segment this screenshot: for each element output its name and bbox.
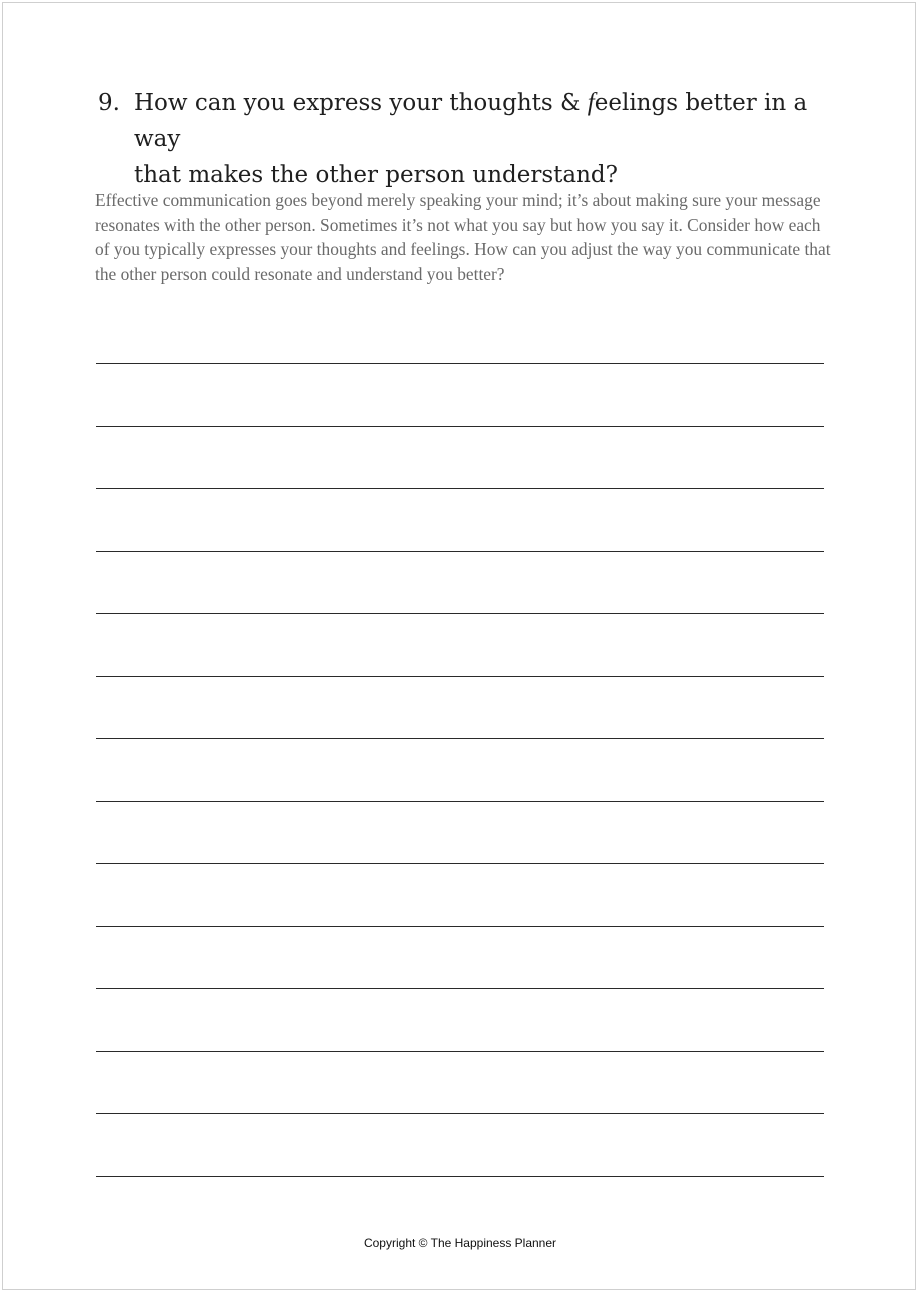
writing-line bbox=[96, 988, 824, 989]
writing-line bbox=[96, 363, 824, 364]
copyright-footer: Copyright © The Happiness Planner bbox=[363, 1236, 557, 1250]
writing-line bbox=[96, 676, 824, 677]
writing-line bbox=[96, 926, 824, 927]
writing-line bbox=[96, 1113, 824, 1114]
writing-line bbox=[96, 613, 824, 614]
question-text bbox=[134, 85, 828, 193]
question-line2: that makes the other person understand? bbox=[134, 162, 618, 188]
writing-line bbox=[96, 801, 824, 802]
question-line1-after: eelings better in a way bbox=[134, 90, 808, 152]
writing-line bbox=[96, 551, 824, 552]
writing-line bbox=[96, 738, 824, 739]
writing-line bbox=[96, 426, 824, 427]
writing-line bbox=[96, 1051, 824, 1052]
question-heading bbox=[98, 85, 828, 193]
question-line1-before: How can you express your thoughts & bbox=[134, 90, 588, 116]
writing-line bbox=[96, 863, 824, 864]
question-description: Effective communication goes beyond merely speaking your mind; it’s about making sure your message resonates with the other person. Sometimes it’s not what you say but how you say it. Consider how each of you typically expresses your thoughts and feelings. How can you adjust the way you communicate that the other person could resonate and understand you better? bbox=[95, 190, 831, 284]
writing-line bbox=[96, 488, 824, 489]
question-number: 9. bbox=[98, 90, 120, 116]
journal-page bbox=[2, 2, 916, 1290]
writing-line bbox=[96, 1176, 824, 1177]
question-line1-emphasis: f bbox=[587, 89, 595, 116]
